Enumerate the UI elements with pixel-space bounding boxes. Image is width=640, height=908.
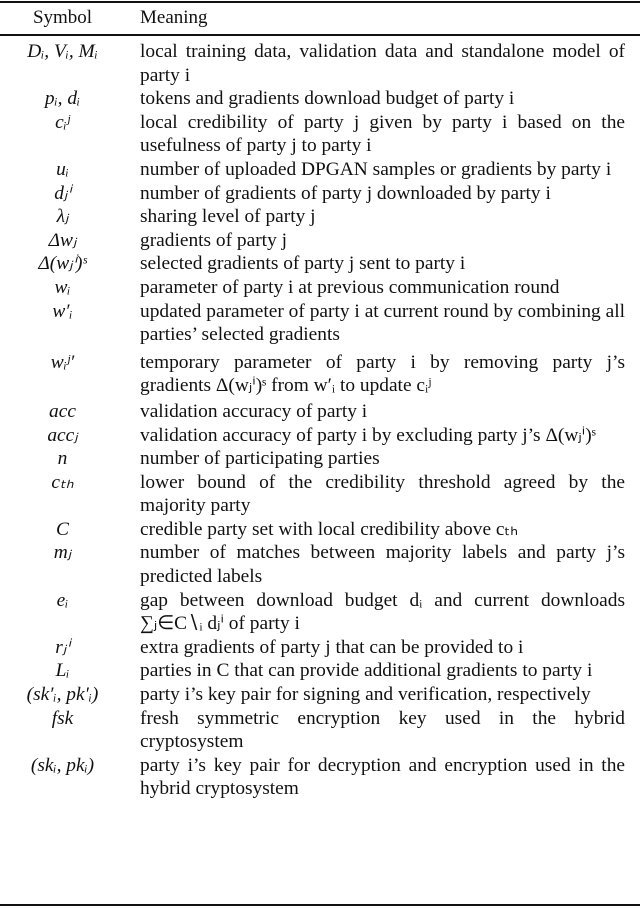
header-meaning: Meaning — [140, 7, 208, 28]
table-row — [0, 252, 640, 276]
symbol-cell: mⱼ — [53, 542, 72, 564]
meaning-cell: party i’s key pair for signing and verification, respectively — [140, 684, 591, 706]
meaning-cell: tokens and gradients download budget of party i — [140, 88, 515, 110]
meaning-cell: fresh symmetric encryption key used in the hybrid cryptosystem — [140, 707, 625, 753]
table-row — [0, 659, 640, 683]
table-row — [0, 636, 640, 660]
symbol-cell: Dᵢ, Vᵢ, Mᵢ — [27, 41, 98, 62]
table-row — [0, 40, 640, 87]
table-row — [0, 541, 640, 588]
meaning-cell: sharing level of party j — [140, 206, 316, 228]
symbol-cell: (sk′ᵢ, pk′ᵢ) — [26, 684, 99, 706]
symbol-cell: pᵢ, dᵢ — [44, 88, 81, 110]
symbol-cell: n — [57, 448, 68, 470]
table-row — [0, 87, 640, 111]
meaning-cell: number of participating parties — [140, 448, 380, 470]
meaning-cell: local credibility of party j given by party i based on the usefulness of party j to party i — [140, 111, 625, 157]
symbol-cell: acc — [49, 400, 76, 422]
table-row — [0, 205, 640, 229]
table-row — [0, 424, 640, 448]
symbol-cell: uᵢ — [56, 158, 69, 180]
meaning-cell: local training data, validation data and standalone model of party i — [140, 41, 625, 86]
meaning-cell: gradients of party j — [140, 229, 288, 251]
meaning-cell: temporary parameter of party i by removing party j’s gradients Δ(wⱼⁱ)ˢ from w′ᵢ to update cᵢʲ — [140, 351, 625, 397]
symbol-cell: Δ(wⱼⁱ)ˢ — [38, 253, 87, 275]
symbol-cell: fsk — [51, 707, 74, 729]
meaning-cell: gap between download budget dᵢ and current downloads ∑ⱼ∈C∖ᵢ dⱼⁱ of party i — [140, 589, 625, 635]
table-row — [0, 300, 640, 347]
meaning-cell: credible party set with local credibility above cₜₕ — [140, 518, 519, 540]
meaning-cell: lower bound of the credibility threshold agreed by the majority party — [140, 471, 625, 517]
table-row — [0, 182, 640, 206]
table-row — [0, 683, 640, 707]
symbol-cell: wᵢ — [54, 276, 71, 298]
table-row — [0, 589, 640, 636]
meaning-cell: extra gradients of party j that can be provided to i — [140, 636, 524, 658]
table-header — [0, 7, 640, 33]
bottom-rule — [0, 904, 640, 906]
table-row — [0, 111, 640, 158]
meaning-cell: parties in C that can provide additional gradients to party i — [140, 660, 593, 682]
symbol-cell: C — [56, 518, 69, 540]
symbol-cell: Lᵢ — [55, 660, 70, 682]
symbol-cell: dⱼⁱ — [54, 182, 71, 204]
table-row — [0, 158, 640, 182]
symbol-cell: cᵢʲ — [55, 111, 70, 133]
table-row — [0, 447, 640, 471]
meaning-cell: parameter of party i at previous communication round — [140, 276, 560, 298]
meaning-cell: number of uploaded DPGAN samples or gradients by party i — [140, 158, 612, 180]
header-rule — [0, 34, 640, 36]
meaning-cell: updated parameter of party i at current round by combining all parties’ selected gradients — [140, 300, 625, 346]
meaning-cell: validation accuracy of party i — [140, 400, 368, 422]
symbol-cell: λⱼ — [56, 206, 69, 228]
table-row — [0, 229, 640, 253]
meaning-cell: number of gradients of party j downloaded by party i — [140, 182, 551, 204]
table-row — [0, 754, 640, 801]
table-row — [0, 347, 640, 400]
symbol-cell: eᵢ — [56, 589, 69, 611]
table-row — [0, 400, 640, 424]
table-body — [0, 40, 640, 801]
symbol-cell: cₜₕ — [51, 471, 74, 493]
symbol-cell: wᵢʲ′ — [50, 351, 75, 373]
symbol-cell: Δwⱼ — [48, 229, 77, 251]
meaning-cell: validation accuracy of party i by excluding party j’s Δ(wⱼⁱ)ˢ — [140, 424, 596, 446]
meaning-cell: selected gradients of party j sent to party i — [140, 253, 466, 275]
header-symbol: Symbol — [32, 7, 93, 28]
symbol-cell: w′ᵢ — [52, 300, 73, 322]
symbol-cell: (skᵢ, pkᵢ) — [30, 754, 95, 776]
meaning-cell: party i’s key pair for decryption and encryption used in the hybrid cryptosystem — [140, 754, 625, 800]
symbol-cell: accⱼ — [47, 424, 78, 446]
meaning-cell: number of matches between majority labels and party j’s predicted labels — [140, 542, 625, 588]
table-row — [0, 276, 640, 300]
table-row — [0, 518, 640, 542]
symbol-cell: rⱼⁱ — [55, 636, 70, 658]
table-row — [0, 471, 640, 518]
table-row — [0, 707, 640, 754]
top-rule — [0, 1, 640, 3]
